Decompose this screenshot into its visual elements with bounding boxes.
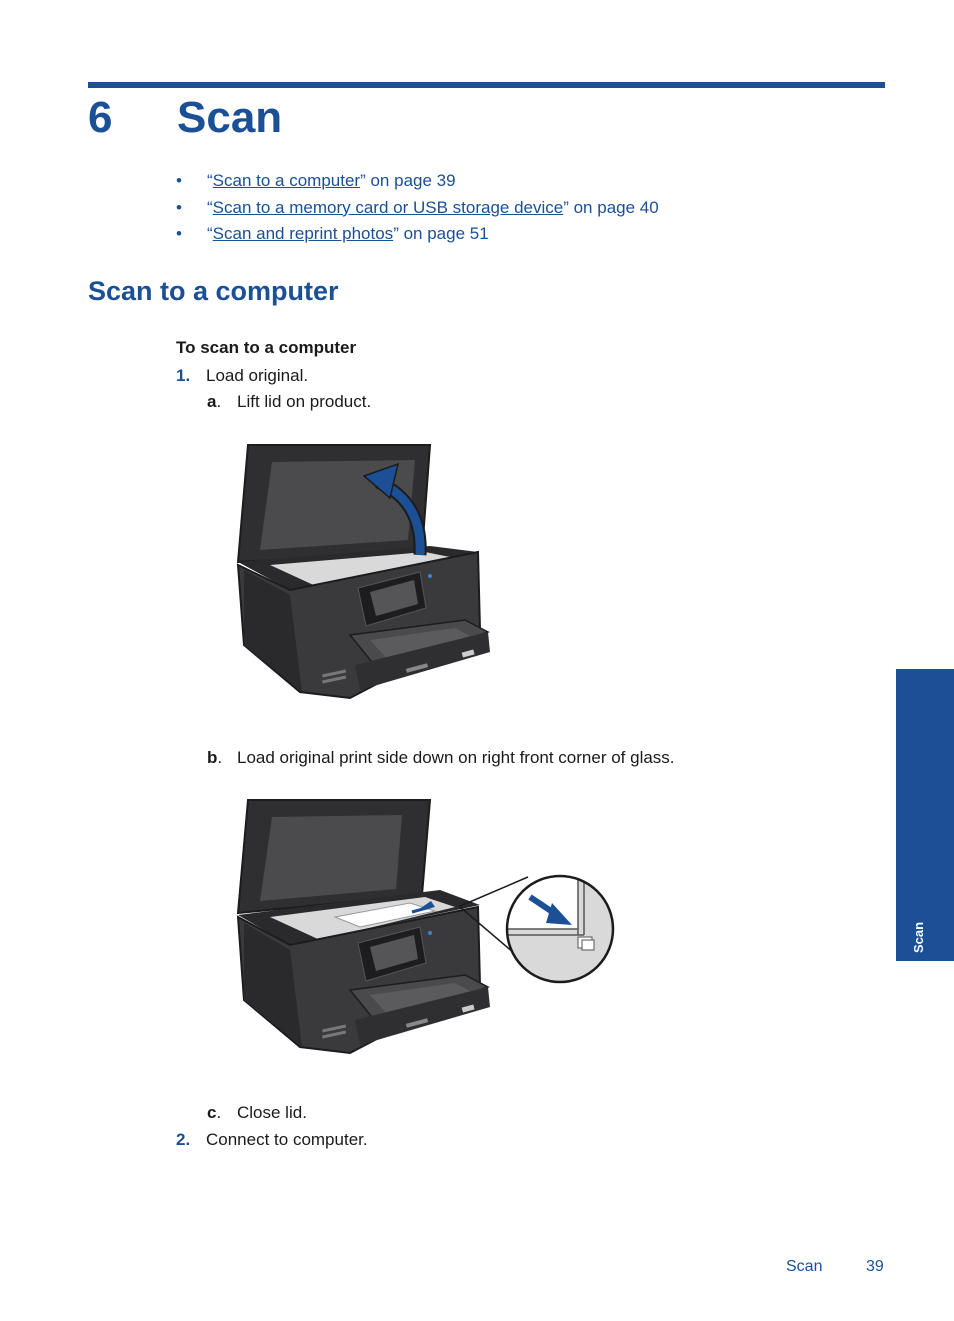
toc-item: • “Scan and reprint photos” on page 51 (176, 221, 659, 248)
printer-load-original-illustration (230, 795, 620, 1065)
procedure-title: To scan to a computer (176, 338, 357, 357)
section-title: Scan to a computer (88, 276, 339, 306)
chapter-side-tab-label: Scan (911, 921, 926, 953)
bullet-icon: • (176, 171, 182, 190)
footer-page-number: 39 (866, 1258, 884, 1275)
toc-item: • “Scan to a computer” on page 39 (176, 168, 659, 195)
chapter-title: Scan (177, 93, 283, 142)
toc-item: • “Scan to a memory card or USB storage device” on page 40 (176, 195, 659, 222)
toc-link-scan-to-computer[interactable]: Scan to a computer (212, 171, 361, 190)
chapter-number: 6 (88, 93, 113, 142)
bullet-icon: • (176, 224, 182, 243)
chapter-rule (88, 82, 885, 88)
toc-link-scan-and-reprint[interactable]: Scan and reprint photos (212, 224, 394, 243)
bullet-icon: • (176, 197, 182, 217)
footer-chapter-label: Scan (786, 1258, 823, 1275)
printer-lid-open-illustration (230, 440, 495, 710)
chapter-toc (176, 168, 659, 248)
toc-link-scan-to-memory-card[interactable]: Scan to a memory card or USB storage device (212, 197, 564, 217)
